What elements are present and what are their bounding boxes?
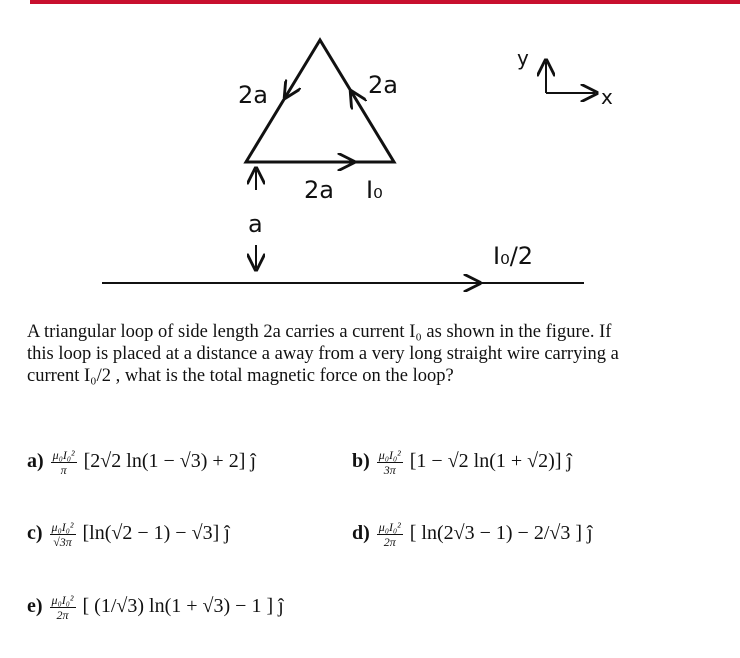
loop-current-label: I₀ <box>366 176 383 204</box>
option-d[interactable] <box>352 520 593 549</box>
option-e-fraction: $\frac{\text{μ₀I₀²}}{2\pi}$ <box>51 593 74 622</box>
option-e-label: e) <box>27 595 43 618</box>
figure <box>0 0 740 310</box>
option-c-expression: [ln(√2 − 1) − √3] ĵ <box>82 522 230 545</box>
side-label-left: 2a <box>238 81 268 109</box>
axis-label-x: x <box>601 85 613 109</box>
side-label-bottom: 2a <box>304 176 334 204</box>
option-d-fraction: $\frac{\text{μ₀I₀²}}{2\pi}$ <box>378 520 401 549</box>
axis-label-y: y <box>517 46 529 70</box>
option-e[interactable] <box>27 593 284 622</box>
question-text <box>27 321 707 387</box>
question-line-1: A triangular loop of side length 2a carries a current I₀ as shown in the figure. If <box>27 322 612 342</box>
triangle-loop <box>246 40 394 162</box>
option-c-label: c) <box>27 522 43 545</box>
side-label-right: 2a <box>368 71 398 99</box>
option-b-fraction: $\frac{\text{μ₀I₀²}}{3\pi}$ <box>378 448 401 477</box>
gap-label: a <box>248 210 263 238</box>
wire-current-label: I₀/2 <box>493 242 534 270</box>
option-d-label: d) <box>352 522 370 545</box>
option-a-expression: [2√2 ln(1 − √3) + 2] ĵ <box>83 450 256 473</box>
option-a-fraction: $\frac{\text{μ₀I₀²}}{\pi}$ <box>52 448 75 477</box>
option-c[interactable] <box>27 520 230 549</box>
option-b[interactable] <box>352 448 572 477</box>
left-side-arrow <box>286 78 297 96</box>
question-line-2: this loop is placed at a distance a away from a very long straight wire carrying a <box>27 344 619 364</box>
right-side-arrow <box>352 93 364 113</box>
option-e-expression: [ (1/√3) ln(1 + √3) − 1 ] ĵ <box>82 595 284 618</box>
option-b-expression: [1 − √2 ln(1 + √2)] ĵ <box>409 450 573 473</box>
option-b-label: b) <box>352 450 370 473</box>
option-d-expression: [ ln(2√3 − 1) − 2/√3 ] ĵ <box>409 522 593 545</box>
option-a-label: a) <box>27 450 44 473</box>
option-c-fraction: $\frac{\text{μ₀I₀²}}{√3\pi}$ <box>51 520 74 549</box>
option-a[interactable] <box>27 448 256 477</box>
question-line-3: current I₀/2 , what is the total magnetic force on the loop? <box>27 366 454 386</box>
